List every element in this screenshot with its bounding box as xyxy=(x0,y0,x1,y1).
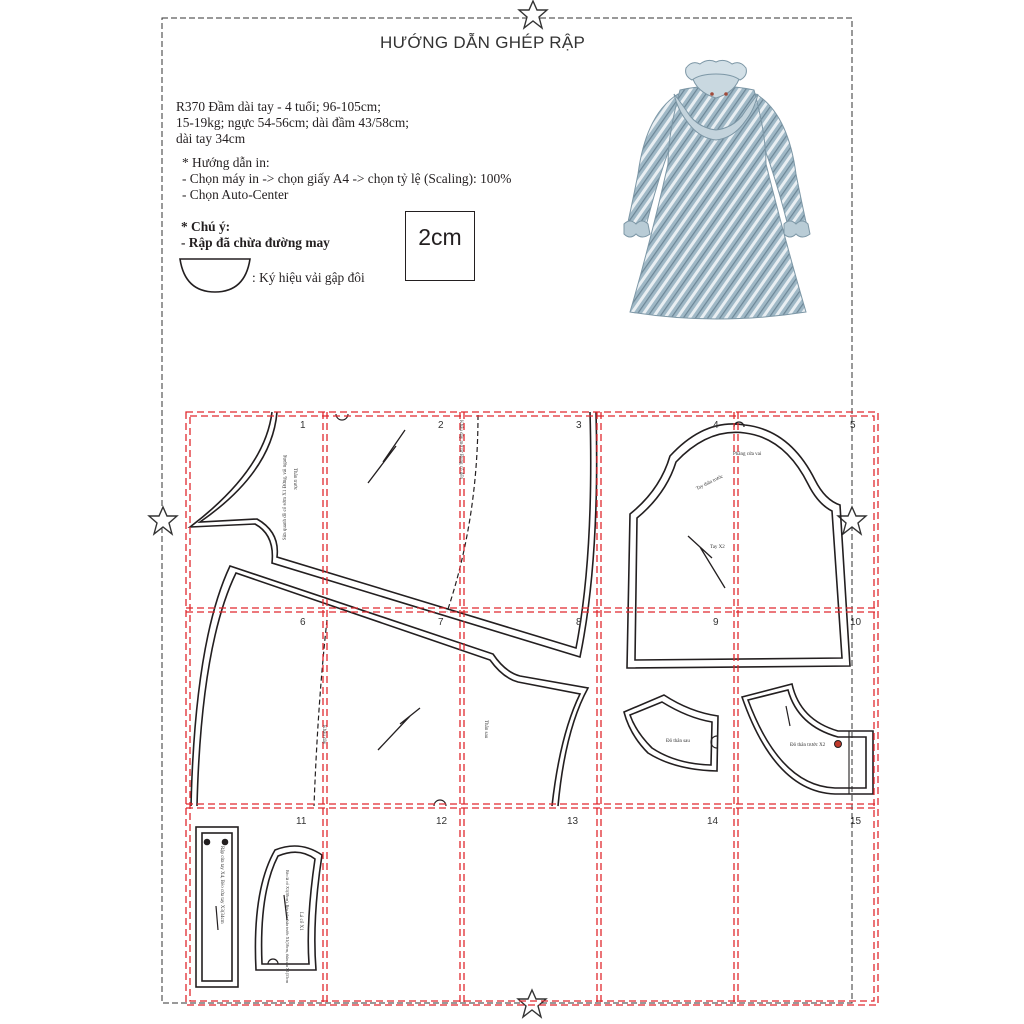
dress-photo xyxy=(616,54,820,322)
back-edge-label: Khâu dây xyxy=(321,725,326,745)
print-guide-heading: * Hướng dẫn in: xyxy=(182,155,270,170)
sleeve-label: Tay X2 xyxy=(710,545,725,550)
piece-back-bodice xyxy=(191,566,588,806)
front-facing-label: Đô thân trước X2 xyxy=(790,743,826,748)
page-number: 2 xyxy=(438,420,444,431)
print-guide xyxy=(182,155,511,203)
page-number: 1 xyxy=(300,420,306,431)
fold-symbol-icon xyxy=(180,259,250,292)
page-number: 3 xyxy=(576,420,582,431)
page-number: 6 xyxy=(300,617,306,628)
page-title: HƯỚNG DẪN GHÉP RẬP xyxy=(380,33,586,52)
page-number: 4 xyxy=(713,420,719,431)
back-bodice-label: Thân sau xyxy=(483,720,488,739)
print-guide-step: - Chọn Auto-Center xyxy=(182,187,289,202)
page-number: 9 xyxy=(713,617,719,628)
note-text: - Rập đã chừa đường may xyxy=(181,235,330,250)
pattern-info-line: 15-19kg; ngực 54-56cm; dài đầm 43/58cm; xyxy=(176,115,409,130)
page-number: 13 xyxy=(567,816,579,827)
page-number: 15 xyxy=(850,816,862,827)
page-number: 8 xyxy=(576,617,582,628)
collar-note-label: Bèo lá cổ X1(58cm), Bèo trên thân trước X1(56cm, thân sau X1(53cm xyxy=(285,870,290,984)
piece-cuff xyxy=(196,827,238,987)
cuff-label: Rập cửa tay X4, Bèo cửa tay X3(34cm xyxy=(219,846,224,924)
align-star-bottom-icon xyxy=(518,990,546,1017)
sleeve-top-label: Phẳng cửa vai xyxy=(733,452,762,457)
page-number: 11 xyxy=(296,816,307,827)
page-number: 14 xyxy=(707,816,719,827)
piece-back-facing xyxy=(624,695,718,771)
collar-label: Lá cổ X1 xyxy=(298,912,303,931)
front-bodice-label: Thân trước xyxy=(292,468,297,491)
pattern-info-line: R370 Đầm dài tay - 4 tuổi; 96-105cm; xyxy=(176,99,381,114)
page-number: 5 xyxy=(850,420,856,431)
print-guide-step: - Chọn máy in -> chọn giấy A4 -> chọn tỷ lệ (Scaling): 100% xyxy=(182,171,512,186)
pattern-info-line: dài tay 34cm xyxy=(176,131,246,146)
align-star-left-icon xyxy=(149,507,177,534)
pattern-info xyxy=(176,99,409,147)
page-number: 12 xyxy=(436,816,448,827)
page-number: 10 xyxy=(850,617,862,628)
front-note-label: Sửa quanh đồ cổ sớm X1 Đứng, vải ngang xyxy=(283,455,288,541)
align-star-top-icon xyxy=(519,1,547,28)
page-numbers xyxy=(296,420,862,827)
note-block xyxy=(181,219,330,251)
scale-square xyxy=(405,211,475,281)
note-heading: * Chú ý: xyxy=(181,219,231,234)
fold-symbol-label: : Ký hiệu vải gập đôi xyxy=(252,270,365,285)
piece-front-facing xyxy=(742,684,873,794)
back-facing-label: Đô thân sau xyxy=(666,739,690,744)
front-edge-label: Khâu dây mở từ Bụng cổ đến xyxy=(458,420,463,479)
page-number: 7 xyxy=(438,617,444,628)
sleeve-front-label: Tay thân trước xyxy=(695,474,725,492)
scale-square-label: 2cm xyxy=(418,224,462,250)
